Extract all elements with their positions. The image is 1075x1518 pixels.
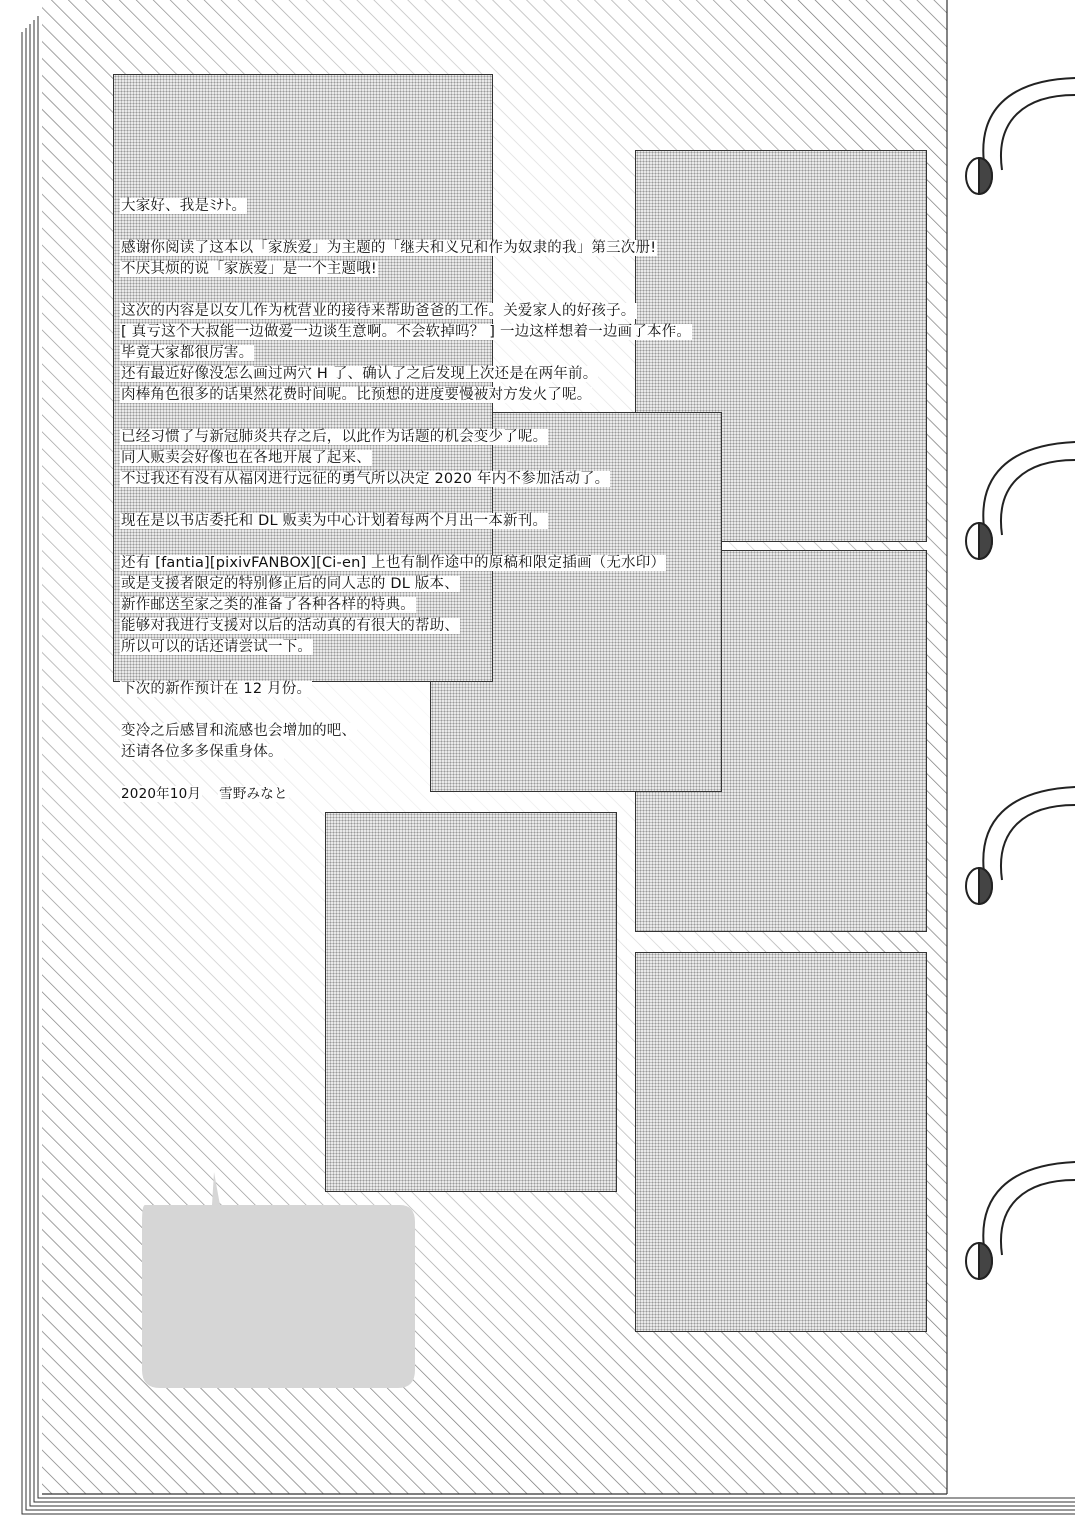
content-paragraph — [120, 301, 780, 406]
text-line: 已经习惯了与新冠肺炎共存之后，以此作为话题的机会变少了呢。 — [121, 429, 548, 445]
text-line: 这次的内容是以女儿作为枕营业的接待来帮助爸爸的工作。关爱家人的好孩子。 — [121, 303, 636, 319]
text-line: 感谢你阅读了这本以「家族爱」为主题的「继夫和义兄和作为奴隶的我」第三次册! — [121, 240, 657, 256]
text-line: 能够对我进行支援对以后的活动真的有很大的帮助、 — [121, 618, 460, 634]
closing-paragraph — [120, 721, 780, 763]
next-work-paragraph — [120, 679, 780, 700]
text-line: 毕竟大家都很厉害。 — [121, 345, 254, 361]
text-line: 还有最近好像没怎么画过两穴 H 了、确认了之后发现上次还是在两年前。 — [121, 366, 598, 382]
text-line: [ 真亏这个大叔能一边做爱一边谈生意啊。不会软掉吗？ ] 一边这样想着一边画了本作。 — [121, 324, 692, 340]
signature — [120, 784, 780, 805]
text-line: 或是支援者限定的特别修正后的同人志的 DL 版本、 — [121, 576, 459, 592]
afterword-text — [120, 196, 780, 805]
text-line: 所以可以的话还请尝试一下。 — [121, 639, 313, 655]
photo-panel — [325, 812, 617, 1192]
signature-date: 2020年10月 — [121, 786, 202, 802]
text-line: 肉棒角色很多的话果然花费时间呢。比预想的进度要慢被对方发火了呢。 — [121, 387, 592, 403]
signature-author: 雪野みなと — [219, 786, 288, 802]
greeting-line: 大家好、我是ﾐﾅﾄ。 — [121, 198, 247, 214]
support-paragraph — [120, 553, 780, 658]
text-line: 下次的新作预计在 12 月份。 — [121, 681, 312, 697]
text-line: 还有 [fantia][pixivFANBOX][Ci-en] 上也有制作途中的原稿和限定插画（无水印） — [121, 555, 666, 571]
events-paragraph — [120, 427, 780, 490]
greeting-paragraph — [120, 196, 780, 217]
text-line: 变冷之后感冒和流感也会增加的吧、 — [121, 723, 357, 739]
thanks-paragraph — [120, 238, 780, 280]
text-line: 现在是以书店委托和 DL 贩卖为中心计划着每两个月出一本新刊。 — [121, 513, 548, 529]
photo-panel — [635, 952, 927, 1332]
text-line: 新作邮送至家之类的准备了各种各样的特典。 — [121, 597, 415, 613]
text-line: 同人贩卖会好像也在各地开展了起来、 — [121, 450, 371, 466]
plan-paragraph — [120, 511, 780, 532]
text-line: 还请各位多多保重身体。 — [121, 744, 283, 760]
text-line: 不过我还有没有从福冈进行远征的勇气所以决定 2020 年内不参加活动了。 — [121, 471, 610, 487]
text-line: 不厌其烦的说「家族爱」是一个主题哦! — [121, 261, 377, 277]
